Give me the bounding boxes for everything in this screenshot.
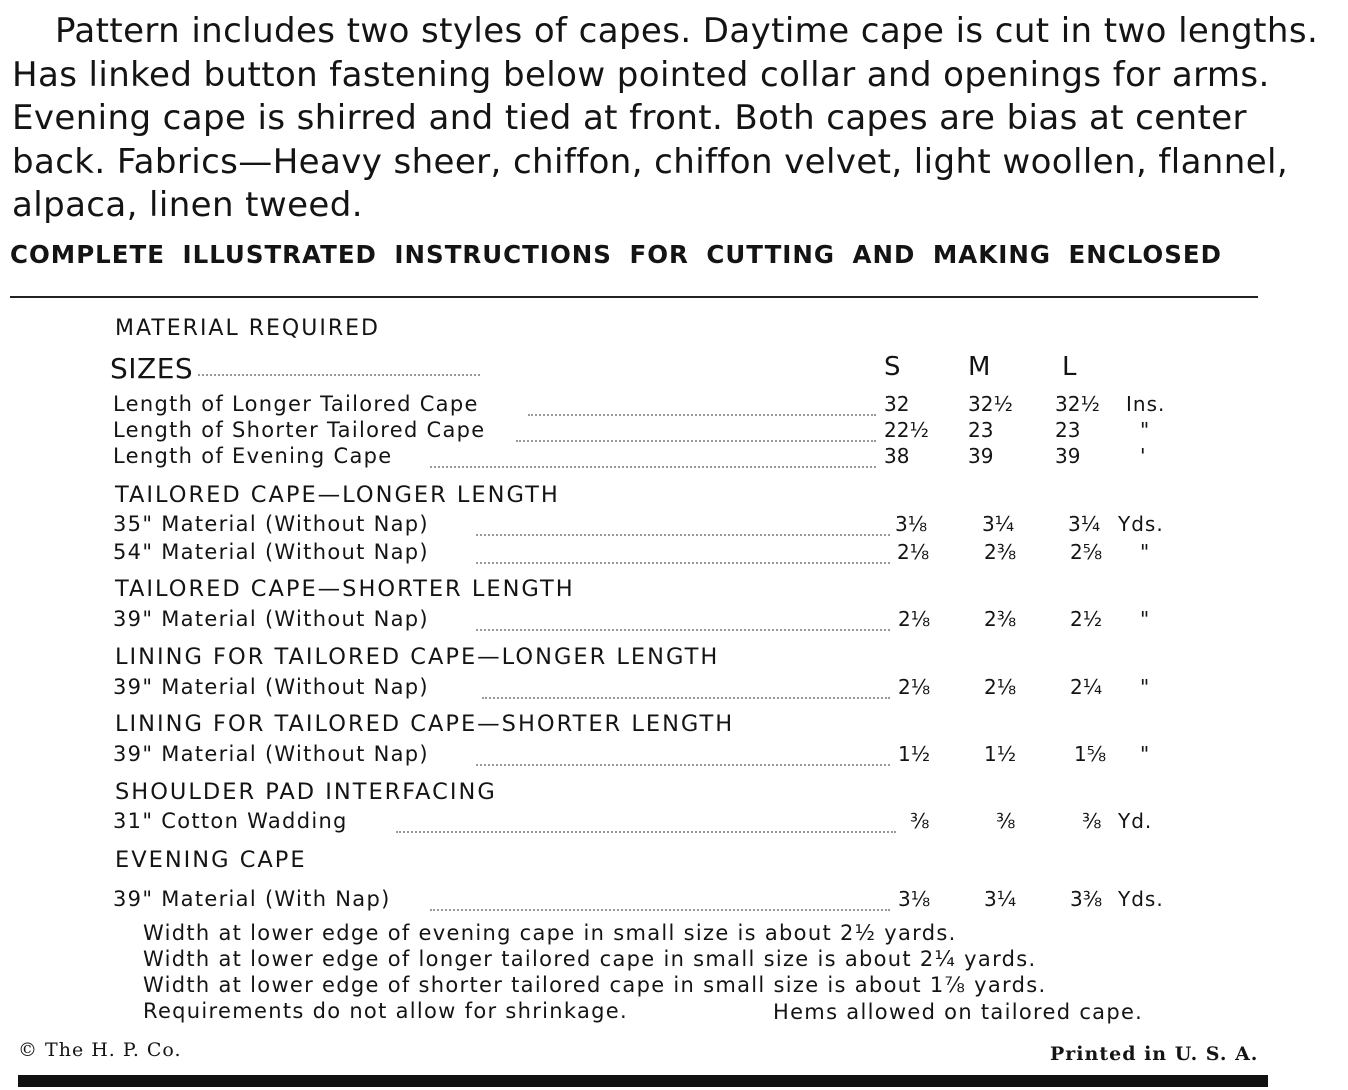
top-divider [10,296,1258,298]
value-m: 2⅜ [984,540,1017,564]
value-l: 3¼ [1068,512,1101,536]
size-l-header: L [1062,352,1077,382]
unit: " [1140,540,1151,564]
value-s: 32 [884,392,910,416]
table-row [0,887,1348,915]
leader-dots [516,440,876,442]
value-l: 32½ [1055,392,1100,416]
row-label: 39" Material (Without Nap) [113,675,429,699]
section-heading: SHOULDER PAD INTERFACING [115,779,497,805]
copyright-notice: © The H. P. Co. [18,1039,182,1061]
note-line: Requirements do not allow for shrinkage. [143,999,628,1023]
leader-dots [430,466,876,468]
value-m: 1½ [984,742,1017,766]
value-m: 32½ [968,392,1013,416]
value-m: 3¼ [982,512,1015,536]
value-l: 2½ [1070,607,1103,631]
leader-dots [198,374,480,376]
table-row [0,444,1348,472]
section-heading: EVENING CAPE [115,847,307,873]
note-line: Width at lower edge of evening cape in small size is about 2½ yards. [143,921,957,945]
description-line: back. Fabrics—Heavy sheer, chiffon, chiffon velvet, light woollen, flannel, [12,141,1289,182]
section-heading: TAILORED CAPE—LONGER LENGTH [115,482,560,508]
row-label: Length of Longer Tailored Cape [113,392,479,416]
row-label: 31" Cotton Wadding [113,809,348,833]
leader-dots [476,534,890,536]
table-row [0,675,1348,703]
value-s: 2⅛ [897,540,930,564]
note-line: Width at lower edge of longer tailored cape in small size is about 2¼ yards. [143,947,1037,971]
row-label: 35" Material (Without Nap) [113,512,429,536]
value-m: 39 [968,444,994,468]
leader-dots [430,909,890,911]
unit: Yds. [1118,512,1164,536]
section-heading: LINING FOR TAILORED CAPE—SHORTER LENGTH [115,711,735,737]
description-line: alpaca, linen tweed. [12,185,363,225]
table-row [0,418,1348,446]
leader-dots [476,629,890,631]
value-s: 2⅛ [898,607,931,631]
section-heading: LINING FOR TAILORED CAPE—LONGER LENGTH [115,644,720,670]
sizes-header-row [0,352,1348,385]
section-heading: TAILORED CAPE—SHORTER LENGTH [115,576,575,602]
value-s: ⅜ [910,809,930,833]
row-label: 39" Material (Without Nap) [113,607,429,631]
unit: Ins. [1126,392,1166,416]
value-l: 2⅝ [1070,540,1103,564]
value-m: 23 [968,418,994,442]
row-label: 39" Material (Without Nap) [113,742,429,766]
leader-dots [476,562,890,564]
value-m: ⅜ [996,809,1016,833]
description-line: Pattern includes two styles of capes. Daytime cape is cut in two lengths. [55,11,1319,51]
value-s: 2⅛ [898,675,931,699]
row-label: 39" Material (With Nap) [113,887,391,911]
value-s: 3⅛ [895,512,928,536]
description-line: Has linked button fastening below pointed collar and openings for arms. [12,54,1270,95]
hems-note: Hems allowed on tailored cape. [773,1000,1144,1024]
value-s: 3⅛ [898,887,931,911]
value-l: 1⅝ [1074,742,1107,766]
unit: " [1140,607,1151,631]
value-l: 23 [1055,418,1081,442]
unit: Yds. [1118,887,1164,911]
unit: ' [1140,444,1147,468]
table-row [0,392,1348,420]
unit: " [1140,418,1151,442]
value-l: 3⅜ [1070,887,1103,911]
instructions-headline: COMPLETE ILLUSTRATED INSTRUCTIONS FOR CUTTING AND MAKING ENCLOSED [10,240,1222,269]
leader-dots [396,831,896,833]
row-label: Length of Evening Cape [113,444,393,468]
sizes-label: SIZES [110,352,194,385]
pattern-description [12,10,1319,228]
unit: Yd. [1118,809,1153,833]
unit: " [1140,675,1151,699]
size-m-header: M [968,352,991,382]
table-row [0,607,1348,635]
value-m: 3¼ [984,887,1017,911]
value-s: 22½ [884,418,929,442]
printed-in-usa: Printed in U. S. A. [1050,1043,1259,1065]
description-line: Evening cape is shirred and tied at front. Both capes are bias at center [12,98,1247,138]
value-m: 2⅜ [984,607,1017,631]
value-l: 2¼ [1070,675,1103,699]
material-required-title: MATERIAL REQUIRED [115,316,380,341]
value-l: 39 [1055,444,1081,468]
row-label: 54" Material (Without Nap) [113,540,429,564]
row-label: Length of Shorter Tailored Cape [113,418,486,442]
bottom-rule [18,1075,1268,1087]
value-s: 1½ [898,742,931,766]
leader-dots [482,697,890,699]
leader-dots [528,414,876,416]
value-s: 38 [884,444,910,468]
value-l: ⅜ [1082,809,1102,833]
value-m: 2⅛ [984,675,1017,699]
table-row [0,742,1348,770]
table-row [0,540,1348,568]
table-row [0,512,1348,540]
unit: " [1140,742,1151,766]
leader-dots [476,764,890,766]
table-row [0,809,1348,837]
note-line: Width at lower edge of shorter tailored cape in small size is about 1⅞ yards. [143,973,1047,997]
size-s-header: S [884,352,901,382]
